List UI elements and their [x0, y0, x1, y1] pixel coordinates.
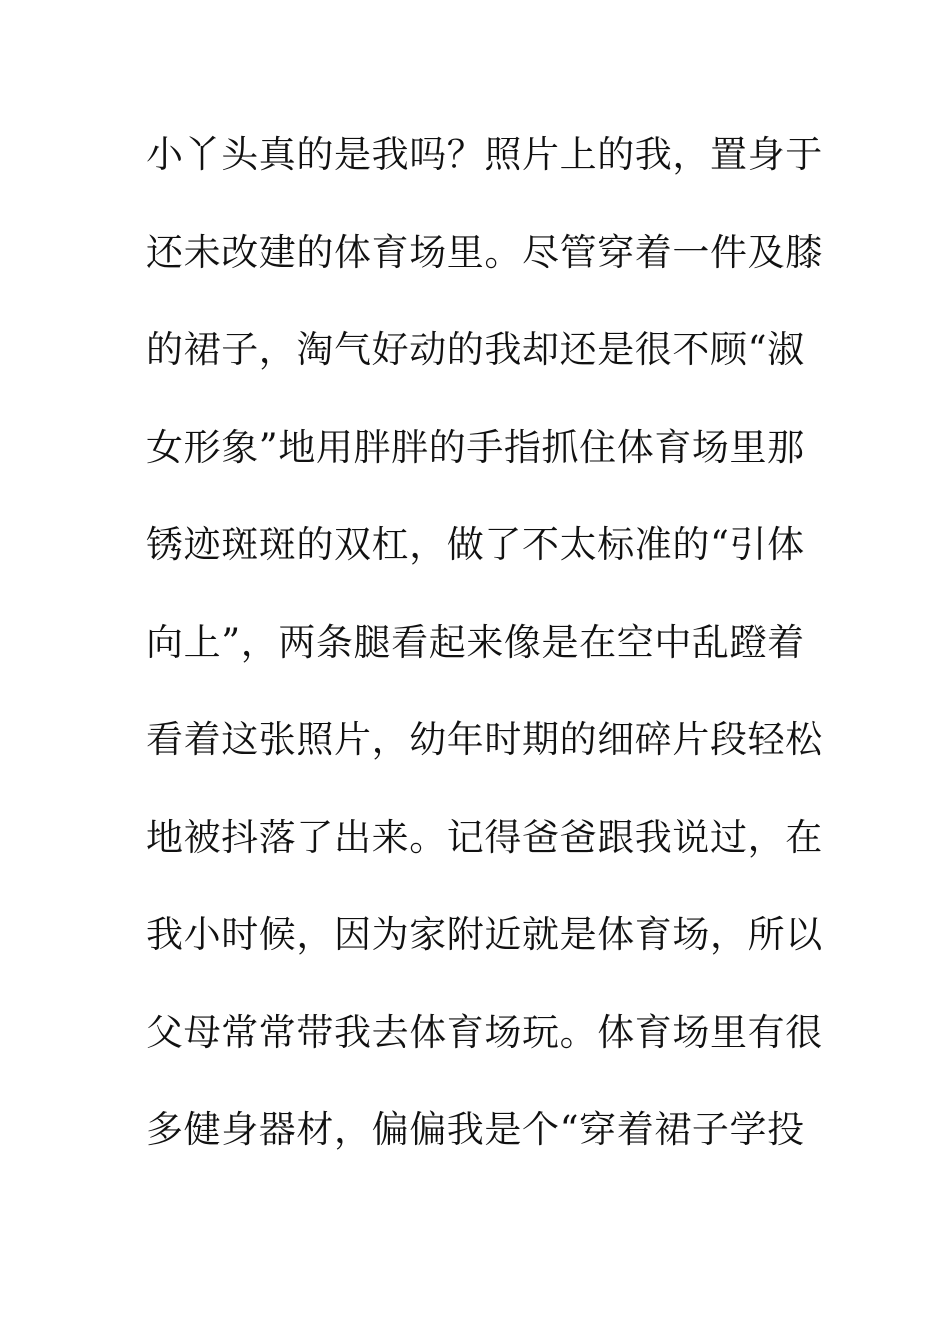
- text-line: 我小时候，因为家附近就是体育场，所以: [146, 913, 823, 956]
- text-line: 向上”，两条腿看起来像是在空中乱蹬着: [146, 620, 805, 664]
- body-text: [146, 126, 823, 1199]
- text-line: 的裙子，淘气好动的我却还是很不顾“淑: [146, 328, 805, 371]
- text-line: 锈迹斑斑的双杠，做了不太标准的“引体: [146, 523, 805, 566]
- text-line: 小丫头真的是我吗？照片上的我，置身于: [146, 133, 823, 176]
- text-line: 还未改建的体育场里。尽管穿着一件及膝: [146, 230, 823, 274]
- text-line: 看着这张照片，幼年时期的细碎片段轻松: [146, 718, 823, 761]
- text-line: 多健身器材，偏偏我是个“穿着裙子学投: [146, 1108, 805, 1151]
- text-line: 女形象”地用胖胖的手指抓住体育场里那: [146, 425, 805, 469]
- text-line: 地被抖落了出来。记得爸爸跟我说过，在: [146, 815, 823, 859]
- text-line: 父母常常带我去体育场玩。体育场里有很: [146, 1010, 823, 1054]
